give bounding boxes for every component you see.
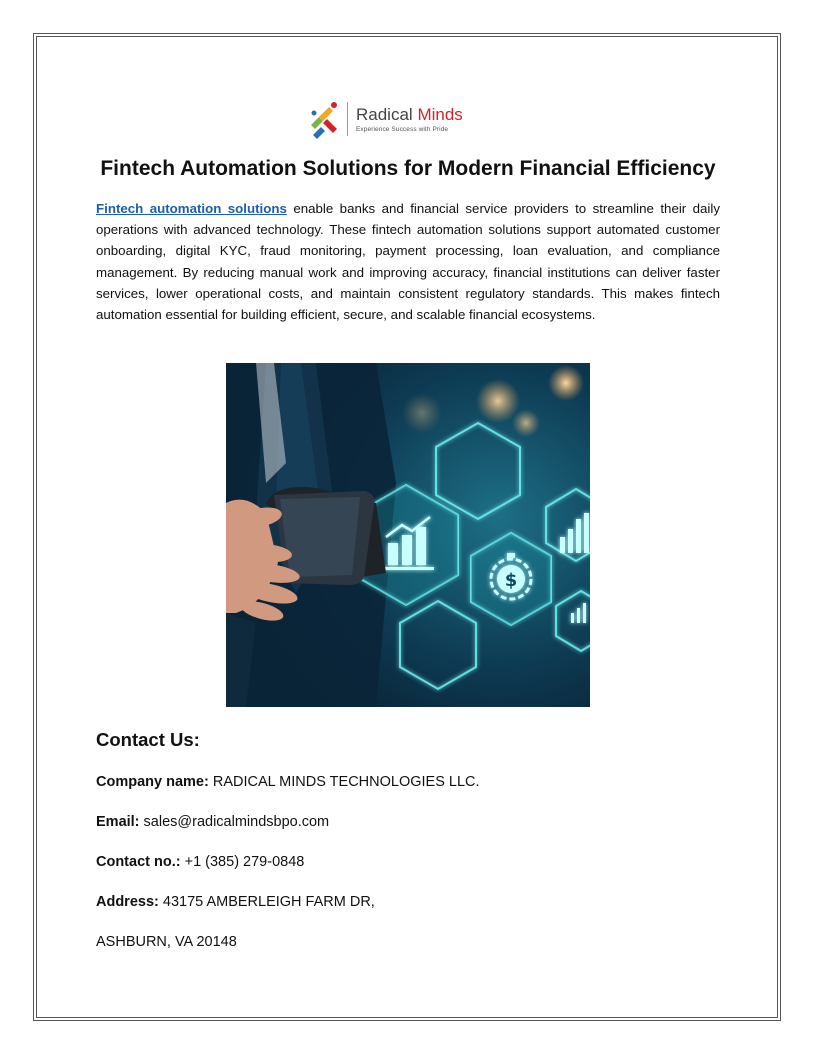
company-logo — [307, 99, 512, 139]
phone-label: Contact no.: — [96, 854, 181, 870]
bokeh-light — [512, 409, 540, 437]
bokeh-light — [476, 379, 520, 423]
address-line2: ASHBURN, VA 20148 — [96, 934, 237, 950]
intro-body: enable banks and financial service providers to streamline their daily operations with advanced technology. These fintech automation solutions support automated customer onboarding, digital KYC, fraud monitoring, payment processing, loan evaluation, and compliance management. By reducing manual work and improving accuracy, financial institutions can deliver faster services, lower operational costs, and maintain consistent regulatory standards. This makes fintech automation essential for building efficient, secure, and scalable financial ecosystems. — [96, 201, 720, 323]
email-label: Email: — [96, 814, 140, 830]
email-line — [96, 814, 329, 830]
company-name-value: RADICAL MINDS TECHNOLOGIES LLC. — [208, 774, 480, 790]
radical-minds-logo-icon — [307, 99, 343, 139]
contact-heading: Contact Us: — [96, 729, 200, 750]
phone-value: +1 (385) 279-0848 — [180, 854, 305, 870]
bokeh-light — [548, 365, 584, 401]
logo-divider — [347, 102, 348, 136]
company-name-line — [96, 774, 480, 790]
page-title: Fintech Automation Solutions for Modern Financial Efficiency — [100, 157, 716, 180]
fintech-automation-link[interactable]: Fintech automation solutions — [96, 201, 287, 216]
svg-text:$: $ — [504, 570, 518, 591]
company-name-label: Company name: — [96, 774, 209, 790]
logo-tagline: Experience Success with Pride — [356, 125, 449, 133]
address-line — [96, 894, 375, 910]
bokeh-light — [402, 393, 442, 433]
hero-image — [226, 363, 590, 707]
logo-wordmark — [356, 106, 463, 133]
logo-name: Radical Minds — [356, 104, 463, 124]
address-label: Address: — [96, 894, 159, 910]
intro-paragraph — [96, 198, 720, 325]
address-line1: 43175 AMBERLEIGH FARM DR, — [158, 894, 375, 910]
email-value[interactable]: sales@radicalmindsbpo.com — [139, 814, 330, 830]
phone-line — [96, 854, 304, 870]
